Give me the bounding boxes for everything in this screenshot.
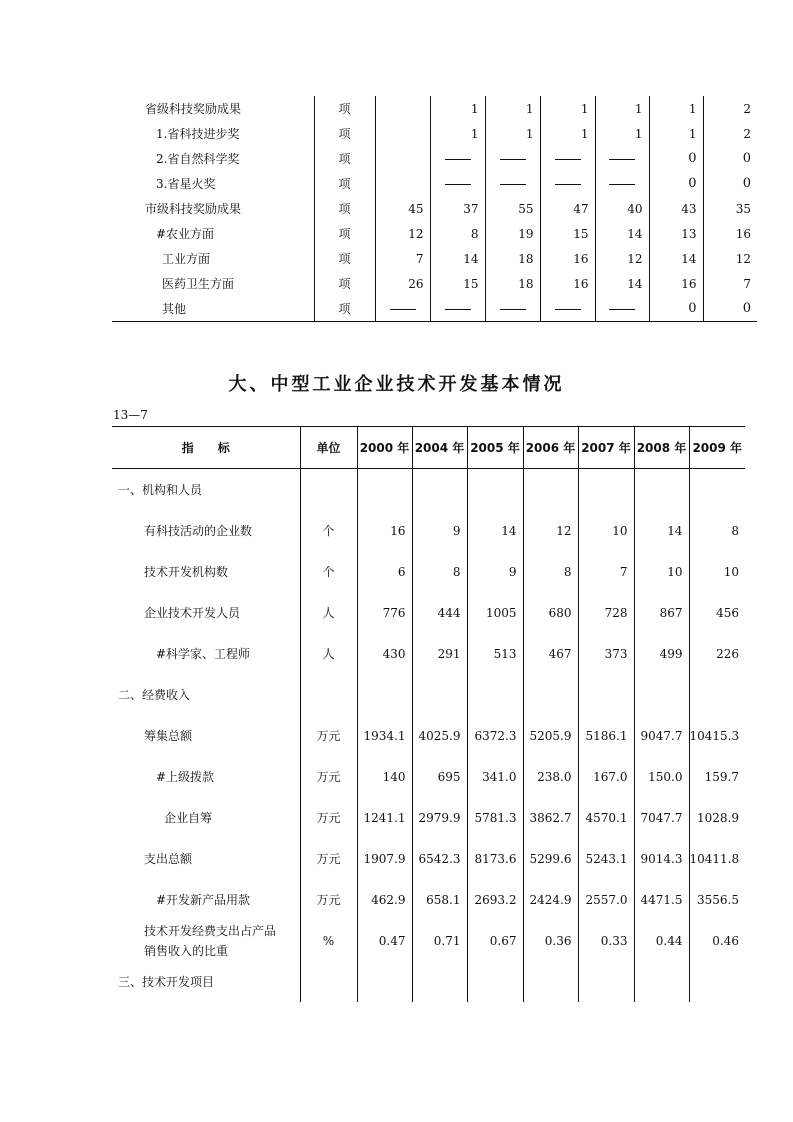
row-unit: 项: [314, 196, 375, 221]
cell-dash: [430, 171, 485, 196]
cell-dash: [485, 296, 540, 322]
cell-value: 18: [485, 246, 540, 271]
header-year: 2006 年: [523, 427, 578, 469]
table-row: [112, 756, 745, 797]
cell-value: 4471.5: [634, 879, 689, 920]
cell-value: 14: [595, 221, 649, 246]
table-row: [112, 920, 745, 961]
cell-value: 1: [485, 121, 540, 146]
row-unit: 项: [314, 121, 375, 146]
cell-value: 6542.3: [412, 838, 467, 879]
row-name: 有科技活动的企业数: [144, 524, 253, 538]
awards-table: [112, 96, 757, 322]
header-year: 2007 年: [578, 427, 634, 469]
cell-value: 1: [430, 96, 485, 121]
cell-value: 9014.3: [634, 838, 689, 879]
dash-mark: [609, 309, 635, 310]
row-name: 2.省自然科学奖: [156, 152, 240, 166]
cell-value: 45: [375, 196, 430, 221]
cell-value: 1934.1: [357, 715, 412, 756]
dash-mark: [609, 159, 635, 160]
section-title: 三、技术开发项目: [118, 975, 215, 989]
cell-value: 7: [375, 246, 430, 271]
cell-value: 1: [540, 96, 595, 121]
table-row: [112, 121, 757, 146]
cell-value: 444: [412, 592, 467, 633]
cell-value: 10: [578, 510, 634, 551]
cell-value: 14: [634, 510, 689, 551]
dash-mark: [555, 159, 581, 160]
cell-value: 680: [523, 592, 578, 633]
cell-value: 1: [649, 121, 703, 146]
row-unit: 万元: [300, 715, 357, 756]
row-name: #开发新产品用款: [156, 893, 251, 907]
cell-value: 462.9: [357, 879, 412, 920]
header-year: 2009 年: [689, 427, 745, 469]
cell-value: 14: [430, 246, 485, 271]
table-row: [112, 271, 757, 296]
cell-value: 8: [412, 551, 467, 592]
cell-value: 6: [357, 551, 412, 592]
cell-value: 14: [649, 246, 703, 271]
cell-value: 0: [649, 171, 703, 196]
dash-mark: [445, 184, 471, 185]
row-unit: 万元: [300, 838, 357, 879]
row-unit: 项: [314, 246, 375, 271]
dash-mark: [445, 309, 471, 310]
row-name: 1.省科技进步奖: [156, 127, 240, 141]
row-unit: 项: [314, 171, 375, 196]
cell-value: 695: [412, 756, 467, 797]
cell-value: 2: [703, 96, 757, 121]
cell-value: 7047.7: [634, 797, 689, 838]
cell-value: 5205.9: [523, 715, 578, 756]
cell-value: 6372.3: [467, 715, 523, 756]
cell-value: 14: [595, 271, 649, 296]
header-indicator: 指 标: [112, 427, 300, 469]
row-name: 技术开发机构数: [144, 565, 229, 579]
row-name: 3.省星火奖: [156, 177, 216, 191]
cell-value: 0: [703, 146, 757, 171]
cell-dash: [430, 146, 485, 171]
cell-value: 4025.9: [412, 715, 467, 756]
cell-value: [375, 96, 430, 121]
row-name: 其他: [112, 296, 314, 322]
cell-value: 10411.8: [689, 838, 745, 879]
cell-value: 35: [703, 196, 757, 221]
cell-value: 0: [649, 296, 703, 322]
cell-value: 9: [412, 510, 467, 551]
dash-mark: [445, 159, 471, 160]
table-row: [112, 633, 745, 674]
cell-value: 0: [703, 171, 757, 196]
table-row: [112, 196, 757, 221]
row-unit: 万元: [300, 797, 357, 838]
cell-dash: [485, 171, 540, 196]
table-code: 13—7: [113, 408, 148, 422]
cell-value: 7: [703, 271, 757, 296]
row-unit: 项: [314, 146, 375, 171]
cell-value: 40: [595, 196, 649, 221]
cell-value: 1: [485, 96, 540, 121]
cell-value: 37: [430, 196, 485, 221]
dash-mark: [390, 309, 416, 310]
row-unit: 项: [314, 96, 375, 121]
header-year: 2000 年: [357, 427, 412, 469]
row-name: [112, 920, 300, 961]
row-unit: [300, 961, 357, 1002]
cell-value: 5781.3: [467, 797, 523, 838]
row-unit: 万元: [300, 756, 357, 797]
header-unit: 单位: [300, 427, 357, 469]
table-row: [112, 715, 745, 756]
cell-value: 1: [430, 121, 485, 146]
cell-value: 167.0: [578, 756, 634, 797]
cell-value: 10: [689, 551, 745, 592]
cell-value: 0: [703, 296, 757, 322]
cell-value: 19: [485, 221, 540, 246]
cell-value: 16: [540, 246, 595, 271]
cell-dash: [375, 296, 430, 322]
table-row: [112, 296, 757, 322]
row-name: 企业技术开发人员: [144, 606, 241, 620]
row-name: 工业方面: [162, 252, 211, 266]
table-row: [112, 246, 757, 271]
cell-value: 5243.1: [578, 838, 634, 879]
cell-value: 0.33: [578, 920, 634, 961]
cell-value: 5299.6: [523, 838, 578, 879]
cell-dash: [430, 296, 485, 322]
row-name: 市级科技奖励成果: [145, 202, 242, 216]
cell-value: 43: [649, 196, 703, 221]
cell-value: 8173.6: [467, 838, 523, 879]
section-title: 一、机构和人员: [118, 483, 203, 497]
table-row: [112, 221, 757, 246]
row-unit: 个: [300, 551, 357, 592]
cell-value: 150.0: [634, 756, 689, 797]
cell-value: 16: [540, 271, 595, 296]
cell-value: 728: [578, 592, 634, 633]
cell-value: 8: [523, 551, 578, 592]
cell-value: 12: [523, 510, 578, 551]
cell-value: 16: [357, 510, 412, 551]
cell-value: 456: [689, 592, 745, 633]
row-unit: 项: [314, 296, 375, 322]
row-name: 医药卫生方面: [162, 277, 235, 291]
cell-value: 2: [703, 121, 757, 146]
cell-value: 12: [375, 221, 430, 246]
cell-value: 8: [430, 221, 485, 246]
dash-mark: [609, 184, 635, 185]
cell-value: 9: [467, 551, 523, 592]
table-row: [112, 592, 745, 633]
row-unit: 万元: [300, 879, 357, 920]
cell-dash: [595, 171, 649, 196]
dash-mark: [555, 309, 581, 310]
cell-value: 55: [485, 196, 540, 221]
cell-value: 14: [467, 510, 523, 551]
table-header-row: [112, 427, 745, 469]
cell-value: 47: [540, 196, 595, 221]
cell-value: 499: [634, 633, 689, 674]
row-unit: [300, 674, 357, 715]
table-row: [112, 96, 757, 121]
cell-value: 1: [595, 96, 649, 121]
row-unit: 个: [300, 510, 357, 551]
dash-mark: [500, 309, 526, 310]
row-name: 企业自筹: [164, 811, 213, 825]
row-unit: 人: [300, 633, 357, 674]
cell-value: 8: [689, 510, 745, 551]
row-unit: %: [300, 920, 357, 961]
cell-value: 658.1: [412, 879, 467, 920]
dash-mark: [500, 184, 526, 185]
cell-value: 0.47: [357, 920, 412, 961]
cell-value: 7: [578, 551, 634, 592]
cell-dash: [595, 296, 649, 322]
cell-value: 0.71: [412, 920, 467, 961]
cell-value: 26: [375, 271, 430, 296]
cell-dash: [540, 171, 595, 196]
cell-value: 2693.2: [467, 879, 523, 920]
row-unit: 人: [300, 592, 357, 633]
cell-value: 15: [430, 271, 485, 296]
table-row: [112, 146, 757, 171]
cell-dash: [540, 146, 595, 171]
row-unit: 项: [314, 271, 375, 296]
cell-value: 467: [523, 633, 578, 674]
cell-value: [375, 146, 430, 171]
cell-dash: [540, 296, 595, 322]
cell-value: 1241.1: [357, 797, 412, 838]
cell-value: 12: [595, 246, 649, 271]
row-name: 支出总额: [144, 852, 193, 866]
cell-value: 0.44: [634, 920, 689, 961]
row-name-line: 技术开发经费支出占产品: [144, 923, 277, 938]
cell-value: 4570.1: [578, 797, 634, 838]
table-row: [112, 171, 757, 196]
row-unit: [300, 469, 357, 511]
cell-value: 226: [689, 633, 745, 674]
cell-value: 1: [595, 121, 649, 146]
row-name: 省级科技奖励成果: [145, 102, 242, 116]
cell-value: 16: [649, 271, 703, 296]
row-name-line: 销售收入的比重: [144, 943, 229, 958]
cell-value: 1907.9: [357, 838, 412, 879]
row-name: #科学家、工程师: [156, 647, 251, 661]
header-year: 2008 年: [634, 427, 689, 469]
table-row: [112, 510, 745, 551]
cell-dash: [595, 146, 649, 171]
table-row: [112, 838, 745, 879]
cell-value: 2424.9: [523, 879, 578, 920]
cell-value: 1028.9: [689, 797, 745, 838]
cell-value: 3862.7: [523, 797, 578, 838]
row-name: #上级拨款: [156, 770, 215, 784]
cell-value: [375, 171, 430, 196]
header-year: 2005 年: [467, 427, 523, 469]
cell-value: 15: [540, 221, 595, 246]
cell-value: 430: [357, 633, 412, 674]
cell-value: 373: [578, 633, 634, 674]
cell-value: 10415.3: [689, 715, 745, 756]
cell-value: 291: [412, 633, 467, 674]
cell-value: 140: [357, 756, 412, 797]
section-title: 二、经费收入: [118, 688, 191, 702]
table-row: [112, 551, 745, 592]
row-unit: 项: [314, 221, 375, 246]
cell-value: 341.0: [467, 756, 523, 797]
cell-value: 13: [649, 221, 703, 246]
cell-value: 12: [703, 246, 757, 271]
cell-value: 5186.1: [578, 715, 634, 756]
cell-value: 513: [467, 633, 523, 674]
dash-mark: [500, 159, 526, 160]
cell-value: 1005: [467, 592, 523, 633]
cell-value: 1: [540, 121, 595, 146]
row-name: 筹集总额: [144, 729, 193, 743]
dash-mark: [555, 184, 581, 185]
cell-value: 159.7: [689, 756, 745, 797]
cell-value: 867: [634, 592, 689, 633]
cell-value: 1: [649, 96, 703, 121]
cell-value: 0.67: [467, 920, 523, 961]
cell-value: 0: [649, 146, 703, 171]
table-row: [112, 879, 745, 920]
cell-value: 0.46: [689, 920, 745, 961]
cell-dash: [485, 146, 540, 171]
cell-value: 9047.7: [634, 715, 689, 756]
row-name: #农业方面: [156, 227, 215, 241]
header-year: 2004 年: [412, 427, 467, 469]
cell-value: 2557.0: [578, 879, 634, 920]
cell-value: 238.0: [523, 756, 578, 797]
tech-development-table: [112, 426, 745, 1002]
cell-value: 18: [485, 271, 540, 296]
table-row: [112, 797, 745, 838]
section-row: [112, 469, 745, 511]
section-row: [112, 674, 745, 715]
cell-value: [375, 121, 430, 146]
section-row: [112, 961, 745, 1002]
cell-value: 16: [703, 221, 757, 246]
page-title: 大、中型工业企业技术开发基本情况: [228, 374, 565, 395]
cell-value: 776: [357, 592, 412, 633]
cell-value: 2979.9: [412, 797, 467, 838]
cell-value: 10: [634, 551, 689, 592]
cell-value: 3556.5: [689, 879, 745, 920]
cell-value: 0.36: [523, 920, 578, 961]
